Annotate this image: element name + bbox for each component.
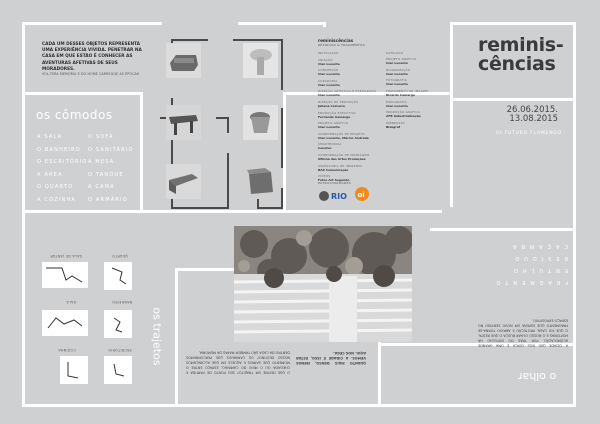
credit-role: COORDENAÇÃO DE MONTAGEM bbox=[318, 152, 370, 157]
olhar-text: A CIDADE QUE NOS CERCA É UMA GRANDE ACUMULAÇÃO. POR TRÁS DO ENTULHO HÁ HISTÓRIAS E O NOSSO OLHAR BUSCA O QUE RESTA. O QUE FOI CASA, PROTEÇÃO E ABRIGO TORNA-SE FRAGMENTO QUE ESPERA UM NOVO SENTIDO NO ESPAÇO EXPOSITIVO. bbox=[478, 318, 568, 348]
venue-label: OI FUTURO FLAMENGO bbox=[495, 131, 562, 136]
credit-role: PROJETO GRÁFICO bbox=[318, 121, 349, 126]
exhibition-dates bbox=[492, 106, 558, 125]
rooms-list-left bbox=[37, 131, 88, 206]
credit-name: Clan Lucente bbox=[386, 82, 408, 87]
credit-role: EXPOGRAFIA bbox=[386, 99, 407, 104]
credit-role: COORDENAÇÃO DE PROJETO bbox=[318, 131, 365, 136]
credit-name: Clan Lucente, Márcio Andrade bbox=[318, 135, 369, 140]
intro-subtext: VOL-TERA MEMÓRIA E DO HOME CARREGQE AS ÉPOCAS bbox=[42, 72, 140, 76]
room-item: A ÁREA bbox=[37, 171, 63, 178]
object-item: O SANITÁRIO bbox=[88, 146, 134, 153]
credit-name: Clan Lucente bbox=[386, 103, 408, 108]
wall-left-inner bbox=[140, 92, 143, 210]
credit-name: Clan Lucente bbox=[318, 82, 340, 87]
path-label: SALA DE JANTAR bbox=[50, 254, 82, 258]
photo-bed bbox=[166, 164, 201, 199]
credit-role: DIREÇÃO DE PRODUÇÃO bbox=[318, 99, 359, 104]
credit-name: Clan Lucente bbox=[318, 125, 340, 130]
sponsors-label: PATROCINADORES bbox=[318, 181, 352, 185]
wall-bottom-mid-h bbox=[175, 268, 235, 271]
photo-sofa bbox=[166, 43, 201, 78]
trajetos-quote: QUANTO MAIS DENSO, MENOS VEMOS. A CIDADE É ISSO, ESTAR AQUI. NOS CEGA. bbox=[296, 350, 366, 365]
path-diagram-4 bbox=[104, 310, 132, 338]
room-item: O ESCRITÓRIO bbox=[37, 159, 88, 165]
credit-name: AFB Industrialização bbox=[386, 114, 421, 119]
object-item: O ARMÁRIO bbox=[88, 196, 128, 203]
rooms-list-right bbox=[88, 131, 134, 206]
credit-name: Clan Lucente bbox=[318, 61, 340, 66]
room-item: A SALA bbox=[37, 134, 63, 140]
svg-text:RIO: RIO bbox=[331, 192, 347, 201]
credit-name: Clan Lucente bbox=[386, 61, 408, 66]
credits-column-1 bbox=[318, 51, 383, 182]
wall-right-vertical bbox=[573, 22, 576, 407]
credit-name: Oficina das Artes Produções bbox=[318, 156, 366, 161]
object-item: A MESA bbox=[88, 159, 115, 165]
path-diagram-6 bbox=[104, 356, 132, 384]
path-diagram-5 bbox=[60, 356, 88, 384]
credit-role: CRIAÇÃO bbox=[318, 57, 333, 62]
path-label: ESCRITÓRIO bbox=[108, 348, 132, 352]
end-date: 13.08.2015 bbox=[509, 114, 558, 125]
title-line-2: cências bbox=[478, 52, 556, 75]
trajetos-text: O QUE DEFINE UM TRAJETO? SEU PONTO DE PARTIDA E CHEGADA OU O MEIO DO CAMINHO, ESPAÇO ENTRE O MOMENTO QUE SAÍMOS E AQUELE EM QUE ALCANÇAMOS NOSSO DESTINO? OS CAMINHOS QUE PERCORREMOS DENTRO DA CASA SÃO TAMBÉM MAPAS DA MEMÓRIA. bbox=[186, 350, 290, 375]
credit-role: TRATAMENTO DE IMAGEM bbox=[386, 88, 428, 93]
wall-mid-left-h bbox=[22, 210, 442, 213]
fragment-word: ENTULHO bbox=[508, 267, 568, 273]
credit-name: BAP Comunicação bbox=[318, 167, 349, 172]
fragment-word: RESÍDUO bbox=[510, 255, 568, 261]
credit-name: Juliana Carneiro bbox=[318, 103, 345, 108]
oi-logo bbox=[354, 186, 370, 202]
credit-name: Fernando Gamargo bbox=[318, 114, 351, 119]
path-diagram-3 bbox=[42, 310, 88, 336]
credit-name: Ricardo Camargo bbox=[386, 92, 415, 97]
credit-name: Cenotec bbox=[318, 146, 332, 151]
credit-role: DIAGRAMAÇÃO bbox=[386, 67, 411, 72]
credit-role: IMPRESSÃO bbox=[386, 120, 406, 125]
credit-role: CURADORIA bbox=[318, 78, 338, 83]
fragment-word: FRAGMENTO bbox=[491, 279, 568, 285]
start-date: 26.06.2015. bbox=[506, 105, 558, 115]
wall-bottom bbox=[22, 404, 576, 407]
credit-role: PRODUÇÃO GRÁFICA bbox=[386, 110, 420, 115]
credit-role: PRODUÇÃO EXECUTIVA bbox=[318, 110, 356, 115]
rubble-photo bbox=[234, 226, 412, 342]
fragmento-wordlist bbox=[448, 240, 568, 288]
room-item: O BANHEIRO bbox=[37, 146, 81, 153]
credit-role: ASSESSORIA DE IMPRENSA bbox=[318, 163, 363, 168]
photo-sink bbox=[243, 43, 278, 78]
comodos-heading: os cômodos bbox=[36, 108, 113, 122]
credit-role: INSTALAÇÃO bbox=[318, 51, 339, 55]
intro-text: CADA UM DESSES OBJETOS REPRESENTA UMA EXPERIÊNCIA VIVIDA. PENETRAR NA CASA EM QUE ESTÃO É CONHECER AS AVENTURAS AFETIVAS DE SEUS MORADORES. bbox=[42, 42, 142, 72]
trajetos-heading: os trajetos bbox=[150, 307, 164, 366]
wall-bottom-mid bbox=[175, 268, 178, 407]
credits-subtitle: RESÍDUOS & FRAGMENTOS bbox=[318, 43, 365, 47]
photo-cabinet bbox=[243, 164, 278, 199]
exhibition-title bbox=[478, 36, 563, 73]
credit-role: VÍDEOS bbox=[318, 174, 331, 179]
credit-role: CENOTÉCNICA bbox=[318, 142, 342, 147]
credit-role: CONCEPÇÃO bbox=[318, 68, 339, 73]
path-diagram-1 bbox=[42, 262, 88, 288]
credit-name: Fotos Art Segundo bbox=[318, 178, 350, 183]
credit-name: Clan Lucente bbox=[386, 71, 408, 76]
room-item: O QUARTO bbox=[37, 184, 74, 190]
fragment-word: CAÇAMBA bbox=[508, 243, 568, 249]
credit-role: PROJETO GRÁFICO bbox=[386, 57, 417, 62]
object-item: O SOFÁ bbox=[88, 134, 114, 140]
wall-right-top bbox=[450, 22, 575, 25]
path-label: BANHEIRO bbox=[112, 300, 133, 304]
wall-right-lower bbox=[430, 228, 575, 231]
title-line-1: reminis- bbox=[478, 34, 564, 56]
rio-logo bbox=[318, 188, 348, 202]
path-label: COZINHA bbox=[58, 348, 76, 352]
credit-name: Clan Lucente bbox=[318, 72, 340, 77]
credits-column-2 bbox=[386, 51, 451, 129]
wall-top-right bbox=[238, 22, 323, 25]
credit-role: DIREÇÃO ARTÍSTICA E EXPOGRAFIA bbox=[318, 89, 377, 94]
path-label: SALA bbox=[66, 300, 76, 304]
object-item: A CAMA bbox=[88, 184, 115, 190]
credit-name: Bizagraf bbox=[386, 124, 401, 129]
path-label: QUARTO bbox=[112, 254, 128, 258]
svg-text:oi: oi bbox=[357, 191, 365, 199]
wall-top-left bbox=[22, 22, 162, 25]
room-item: A COZINHA bbox=[37, 196, 77, 203]
credit-role: CATÁLOGO bbox=[386, 50, 404, 55]
credit-name: Clan Lucente bbox=[318, 93, 340, 98]
wall-right-h bbox=[453, 98, 575, 101]
wall-top-far bbox=[323, 22, 326, 27]
wall-middle-left bbox=[22, 92, 142, 95]
photo-tank bbox=[243, 105, 278, 140]
credits-title: reminiscências bbox=[318, 38, 354, 43]
object-item: O TANQUE bbox=[88, 171, 124, 178]
credit-role: FOTOGRAFIA bbox=[386, 78, 407, 83]
photo-desk bbox=[166, 105, 201, 140]
olhar-heading: o olhar bbox=[518, 370, 557, 383]
wall-left-vertical bbox=[22, 22, 25, 407]
path-diagram-2 bbox=[104, 262, 132, 290]
